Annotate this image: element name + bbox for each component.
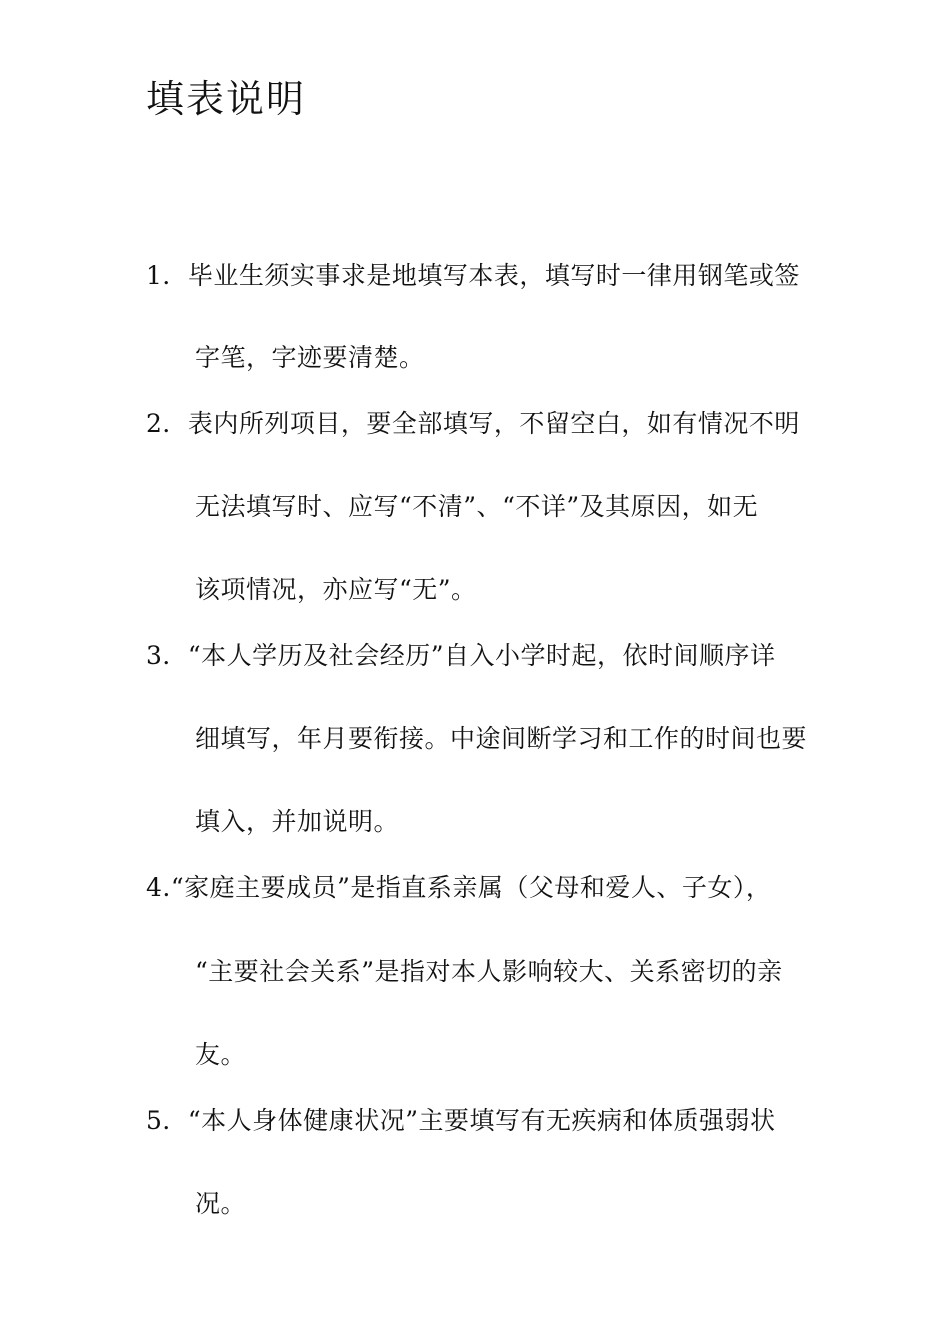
instruction-item-3-line-1 (146, 639, 775, 673)
item-number: 4. (146, 873, 171, 902)
instruction-item-4-line-1 (146, 871, 771, 905)
item-text: “本人身体健康状况”主要填写有无疾病和体质强弱状 (187, 1106, 776, 1135)
instruction-item-2-line-3 (195, 573, 477, 607)
page-title: 填表说明 (146, 77, 307, 121)
instruction-item-4-line-3 (195, 1038, 246, 1072)
instruction-item-4-line-2 (195, 955, 783, 989)
instruction-item-2-line-2 (195, 490, 758, 524)
item-text: 友。 (195, 1040, 247, 1069)
instruction-item-5-line-1 (146, 1104, 775, 1138)
item-text: 表内所列项目，要全部填写，不留空白，如有情况不明 (187, 409, 800, 438)
item-text: 细填写，年月要衔接。中途间断学习和工作的时间也要 (195, 724, 808, 753)
item-text: “家庭主要成员”是指直系亲属（父母和爱人、子女）， (170, 873, 772, 902)
item-text: 无法填写时、应写“不清”、“不详”及其原因，如无 (195, 492, 759, 521)
instruction-item-3-line-2 (195, 722, 807, 756)
item-number: 5． (146, 1106, 188, 1135)
item-text: 填入，并加说明。 (195, 807, 400, 836)
instruction-item-1-line-2 (195, 341, 425, 375)
instruction-item-1-line-1 (146, 259, 800, 293)
item-text: “本人学历及社会经历”自入小学时起，依时间顺序详 (187, 641, 776, 670)
item-number: 2． (146, 409, 188, 438)
instruction-item-2-line-1 (146, 407, 800, 441)
item-text: 字笔，字迹要清楚。 (195, 343, 425, 372)
instruction-item-5-line-2 (195, 1187, 246, 1221)
item-text: 毕业生须实事求是地填写本表，填写时一律用钢笔或签 (187, 261, 800, 290)
item-text: 该项情况，亦应写“无”。 (195, 575, 477, 604)
instruction-item-3-line-3 (195, 805, 399, 839)
item-text: “主要社会关系”是指对本人影响较大、关系密切的亲 (195, 957, 783, 986)
item-text: 况。 (195, 1189, 247, 1218)
item-number: 3． (146, 641, 188, 670)
item-number: 1． (146, 261, 188, 290)
